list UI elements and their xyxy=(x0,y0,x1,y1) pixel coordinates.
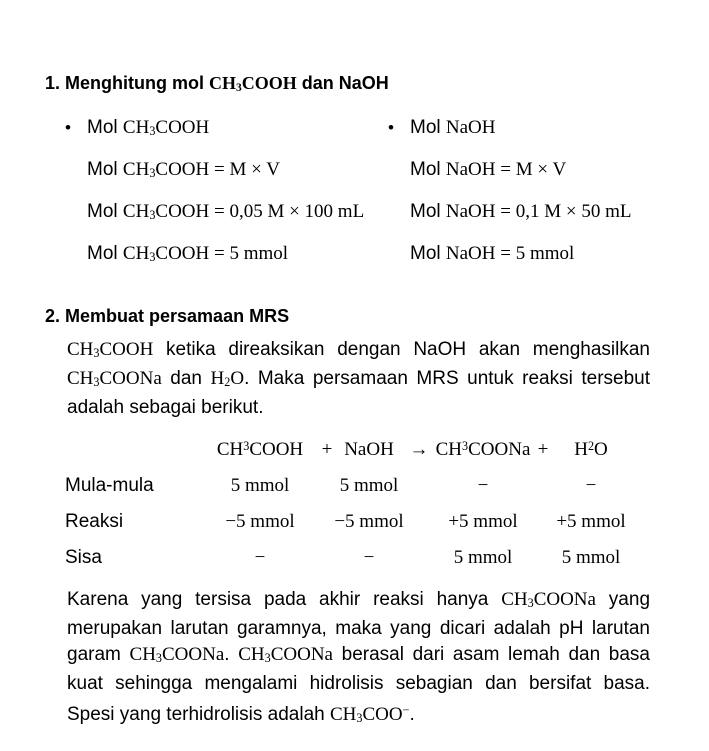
plus-sign: + xyxy=(537,439,549,460)
list-item xyxy=(65,116,364,140)
equation-line: Mol NaOH = M × V xyxy=(410,159,567,180)
paragraph-line: Karena yang tersisa pada akhir reaksi hanya $CH_3COONa$ yang xyxy=(67,589,651,611)
amount-cell: 5 mmol xyxy=(230,475,290,496)
amount-cell: +5 mmol xyxy=(556,511,626,532)
equation-species: CH 3 COOH xyxy=(216,439,304,460)
equation-line: Mol NaOH xyxy=(410,117,496,138)
intro-paragraph xyxy=(67,337,650,421)
paragraph-line: $CH_3COOH$ ketika direaksikan dengan NaOH akan menghasilkan xyxy=(67,339,650,361)
section1-heading: 1. Menghitung mol $CH_3COOH$ dan NaOH xyxy=(45,73,389,95)
equation-species: NaOH xyxy=(344,439,394,460)
mol-ch3cooh-calculation xyxy=(65,116,365,284)
reaction-arrow-icon: → xyxy=(409,439,429,460)
row-label: Reaksi xyxy=(65,511,124,532)
paragraph-line: kuat sehingga mengalami hidrolisis sebagian dan bersifat basa. xyxy=(67,673,650,695)
equation-line: Mol $CH_3COOH = 5$ mmol xyxy=(87,243,289,265)
paragraph-line: Spesi yang terhidrolisis adalah $CH_3COO^-$. xyxy=(67,703,415,726)
equation-species: CH 3 COONa xyxy=(435,439,531,460)
equation-line: Mol $CH_3COOH = 0,05$ M × 100 mL xyxy=(87,201,365,223)
bullet-marker: • xyxy=(388,118,394,137)
mol-naoh-calculation xyxy=(388,116,632,284)
row-label: Sisa xyxy=(65,547,102,568)
section2-heading: 2. Membuat persamaan MRS xyxy=(45,306,290,326)
equation-line: Mol NaOH = 0,1 M × 50 mL xyxy=(410,201,632,222)
paragraph-line: $CH_3COONa$ dan $H_2O$. Maka persamaan MRS untuk reaksi tersebut xyxy=(67,368,650,390)
equation-species: H 2 O xyxy=(574,439,608,460)
amount-cell: +5 mmol xyxy=(448,511,518,532)
bullet-marker: • xyxy=(65,118,71,137)
amount-cell: 5 mmol xyxy=(453,547,513,568)
amount-cell: − xyxy=(254,547,266,568)
amount-cell: −5 mmol xyxy=(225,511,295,532)
amount-cell: − xyxy=(585,475,597,496)
equation-line: Mol $CH_3COOH = M \times V$ xyxy=(87,159,280,181)
mrs-table xyxy=(65,432,626,576)
amount-cell: 5 mmol xyxy=(339,475,399,496)
amount-cell: − xyxy=(477,475,489,496)
paragraph-line: garam $CH_3COONa$. $CH_3COONa$ berasal dari asam lemah dan basa xyxy=(67,644,650,666)
equation-line: Mol $CH_3COOH$ xyxy=(87,117,210,139)
amount-cell: − xyxy=(363,547,375,568)
paragraph-line: adalah sebagai berikut. xyxy=(67,397,264,419)
equation-line: Mol NaOH = 5 mmol xyxy=(410,243,575,264)
conclusion-paragraph xyxy=(67,587,650,732)
amount-cell: 5 mmol xyxy=(561,547,621,568)
row-label: Mula-mula xyxy=(65,475,154,496)
paragraph-line: merupakan larutan garamnya, maka yang dicari adalah pH larutan xyxy=(67,618,650,640)
plus-sign: + xyxy=(321,439,333,460)
list-item xyxy=(388,116,631,140)
amount-cell: −5 mmol xyxy=(334,511,404,532)
